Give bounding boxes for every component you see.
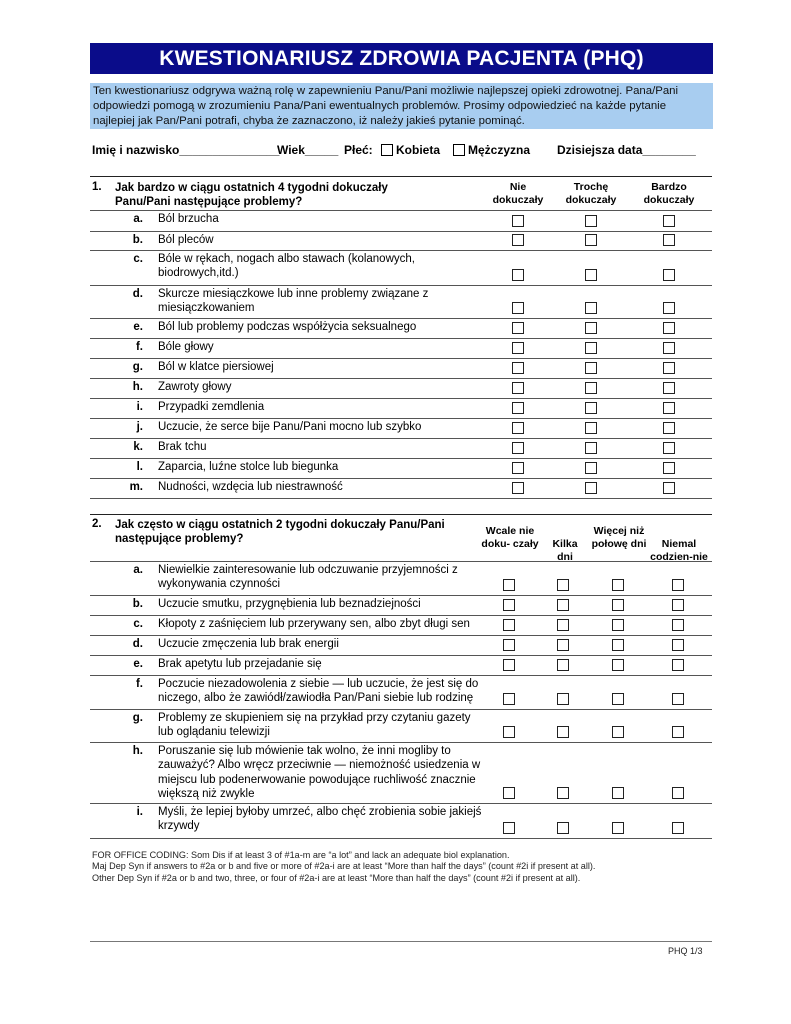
answer-checkbox[interactable] (663, 215, 675, 227)
name-field[interactable]: Imię i nazwisko_______________ (92, 143, 280, 157)
answer-checkbox[interactable] (672, 599, 684, 611)
answer-checkbox[interactable] (585, 482, 597, 494)
answer-checkbox[interactable] (503, 726, 515, 738)
answer-checkbox[interactable] (512, 342, 524, 354)
female-option[interactable] (381, 143, 440, 157)
answer-checkbox[interactable] (512, 362, 524, 374)
answer-checkbox[interactable] (663, 382, 675, 394)
office-coding-line: FOR OFFICE CODING: Som Dis if at least 3 of #1a-m are “a lot” and lack an adequate biol explanation. (92, 850, 510, 860)
answer-checkbox[interactable] (672, 693, 684, 705)
row-text: Zaparcia, luźne stolce lub biegunka (158, 461, 339, 473)
answer-checkbox[interactable] (512, 234, 524, 246)
answer-checkbox[interactable] (672, 659, 684, 671)
answer-checkbox[interactable] (512, 302, 524, 314)
row-divider (90, 635, 712, 636)
age-field[interactable]: Wiek_____ (277, 143, 339, 157)
answer-checkbox[interactable] (503, 619, 515, 631)
q2-col-header: Wcale nie doku- czały (481, 525, 539, 550)
row-text: Uczucie smutku, przygnębienia lub beznadziejności (158, 598, 421, 610)
row-letter: i. (136, 401, 143, 413)
row-divider (90, 838, 712, 839)
row-letter: d. (132, 288, 143, 300)
row-text: Przypadki zemdlenia (158, 401, 265, 413)
row-text: Ból pleców (158, 234, 214, 246)
row-letter: i. (136, 806, 143, 818)
answer-checkbox[interactable] (585, 402, 597, 414)
row-text: Zawroty głowy (158, 381, 232, 393)
q2-col-header: Niemal codzien-nie (650, 538, 708, 563)
answer-checkbox[interactable] (663, 302, 675, 314)
row-divider (90, 418, 712, 419)
answer-checkbox[interactable] (585, 422, 597, 434)
row-letter: h. (132, 745, 143, 757)
row-divider (90, 398, 712, 399)
row-letter: d. (132, 638, 143, 650)
row-letter: h. (132, 381, 143, 393)
row-letter: a. (133, 213, 143, 225)
answer-checkbox[interactable] (672, 787, 684, 799)
answer-checkbox[interactable] (557, 787, 569, 799)
row-letter: c. (133, 253, 143, 265)
answer-checkbox[interactable] (503, 579, 515, 591)
answer-checkbox[interactable] (557, 599, 569, 611)
answer-checkbox[interactable] (557, 693, 569, 705)
answer-checkbox[interactable] (612, 639, 624, 651)
office-coding-notes (92, 850, 722, 884)
answer-checkbox[interactable] (557, 579, 569, 591)
q2-col-header: Kilka dni (552, 538, 578, 563)
answer-checkbox[interactable] (585, 362, 597, 374)
answer-checkbox[interactable] (612, 822, 624, 834)
q1-col-header: Nie dokuczały (492, 181, 544, 206)
row-text: Uczucie zmęczenia lub brak energii (158, 638, 339, 650)
answer-checkbox[interactable] (612, 787, 624, 799)
answer-checkbox[interactable] (663, 442, 675, 454)
row-text: Ból brzucha (158, 213, 219, 225)
row-divider (90, 358, 712, 359)
answer-checkbox[interactable] (663, 462, 675, 474)
answer-checkbox[interactable] (612, 726, 624, 738)
row-text: Uczucie, że serce bije Panu/Pani mocno lub szybko (158, 421, 422, 433)
sex-label: Płeć: (344, 143, 373, 157)
answer-checkbox[interactable] (503, 787, 515, 799)
q2-col-header: Więcej niż połowę dni (591, 525, 647, 550)
row-letter: a. (133, 564, 143, 576)
row-letter: b. (132, 598, 143, 610)
answer-checkbox[interactable] (585, 442, 597, 454)
answer-checkbox[interactable] (557, 822, 569, 834)
patient-info-line (92, 143, 712, 161)
row-text: Brak apetytu lub przejadanie się (158, 658, 322, 670)
answer-checkbox[interactable] (557, 619, 569, 631)
row-letter: k. (133, 441, 143, 453)
row-letter: m. (129, 481, 143, 493)
row-letter: e. (133, 658, 143, 670)
answer-checkbox[interactable] (585, 342, 597, 354)
answer-checkbox[interactable] (585, 269, 597, 281)
row-divider (90, 318, 712, 319)
answer-checkbox[interactable] (512, 482, 524, 494)
row-divider (90, 742, 712, 743)
q1-col-header: Trochę dokuczały (565, 181, 617, 206)
answer-checkbox[interactable] (503, 693, 515, 705)
answer-checkbox[interactable] (612, 619, 624, 631)
answer-checkbox[interactable] (503, 639, 515, 651)
row-text: Kłopoty z zaśnięciem lub przerywany sen, albo zbyt długi sen (158, 618, 470, 630)
row-letter: c. (133, 618, 143, 630)
row-divider (90, 250, 712, 251)
answer-checkbox[interactable] (512, 422, 524, 434)
row-text: Ból lub problemy podczas współżycia seksualnego (158, 321, 417, 333)
answer-checkbox[interactable] (512, 322, 524, 334)
q2-question: Jak często w ciągu ostatnich 2 tygodni dokuczały Panu/Pani następujące problemy? (115, 519, 445, 545)
row-divider (90, 675, 712, 676)
answer-checkbox[interactable] (503, 822, 515, 834)
answer-checkbox[interactable] (672, 579, 684, 591)
row-divider (90, 231, 712, 232)
row-letter: e. (133, 321, 143, 333)
answer-checkbox[interactable] (585, 234, 597, 246)
row-text: Bóle w rękach, nogach albo stawach (kolanowych, biodrowych,itd.) (158, 253, 415, 280)
page-number: PHQ 1/3 (668, 946, 703, 956)
row-divider (90, 478, 712, 479)
row-text: Bóle głowy (158, 341, 214, 353)
row-letter: g. (132, 361, 143, 373)
answer-checkbox[interactable] (612, 599, 624, 611)
q1-col-header: Bardzo dokuczały (643, 181, 695, 206)
intro-text: Ten kwestionariusz odgrywa ważną rolę w zapewnieniu Panu/Pani możliwie najlepszej opieki zdrowotnej. Pana/Pani odpowiedzi pomogą w zrozumieniu Pana/Pani ewentualnych problemów. Prosimy odpowiedzieć na każde pytanie najlepiej jak Pan/Pani potrafi, chyba że zaznaczono, iż należy jakieś pytanie pominąć. (90, 83, 713, 129)
answer-checkbox[interactable] (612, 693, 624, 705)
answer-checkbox[interactable] (663, 322, 675, 334)
row-text: Problemy ze skupieniem się na przykład przy czytaniu gazety lub oglądaniu telewizji (158, 712, 471, 739)
q1-number: 1. (92, 181, 102, 193)
answer-checkbox[interactable] (585, 462, 597, 474)
answer-checkbox[interactable] (512, 215, 524, 227)
row-text: Skurcze miesiączkowe lub inne problemy związane z miesiączkowaniem (158, 288, 429, 315)
header-divider (90, 561, 712, 562)
male-label: Mężczyzna (468, 143, 531, 157)
q1-top-rule (90, 176, 712, 177)
answer-checkbox[interactable] (557, 659, 569, 671)
row-divider (90, 595, 712, 596)
row-divider (90, 803, 712, 804)
q2-top-rule (90, 514, 712, 515)
answer-checkbox[interactable] (557, 726, 569, 738)
answer-checkbox[interactable] (612, 659, 624, 671)
answer-checkbox[interactable] (503, 599, 515, 611)
answer-checkbox[interactable] (672, 619, 684, 631)
row-letter: f. (135, 678, 143, 690)
row-text: Brak tchu (158, 441, 207, 453)
row-letter: b. (132, 234, 143, 246)
answer-checkbox[interactable] (612, 579, 624, 591)
q2-number: 2. (92, 518, 102, 530)
row-text: Niewielkie zainteresowanie lub odczuwanie przyjemności z wykonywania czynności (158, 564, 458, 591)
answer-checkbox[interactable] (663, 422, 675, 434)
row-letter: f. (135, 341, 143, 353)
row-divider (90, 378, 712, 379)
row-letter: j. (136, 421, 143, 433)
row-divider (90, 709, 712, 710)
answer-checkbox[interactable] (512, 442, 524, 454)
answer-checkbox[interactable] (663, 342, 675, 354)
answer-checkbox[interactable] (585, 302, 597, 314)
answer-checkbox[interactable] (503, 659, 515, 671)
answer-checkbox[interactable] (663, 402, 675, 414)
footer-rule (90, 941, 712, 942)
answer-checkbox[interactable] (672, 822, 684, 834)
page-title: KWESTIONARIUSZ ZDROWIA PACJENTA (PHQ) (90, 43, 713, 74)
row-divider (90, 458, 712, 459)
row-text: Myśli, że lepiej byłoby umrzeć, albo chęć zrobienia sobie jakiejś krzywdy (158, 806, 482, 833)
answer-checkbox[interactable] (512, 269, 524, 281)
row-divider (90, 498, 712, 499)
row-text: Nudności, wzdęcia lub niestrawność (158, 481, 343, 493)
q1-question: Jak bardzo w ciągu ostatnich 4 tygodni dokuczały Panu/Pani następujące problemy? (115, 182, 388, 208)
female-label: Kobieta (396, 143, 441, 157)
answer-checkbox[interactable] (512, 462, 524, 474)
office-coding-line: Other Dep Syn if #2a or b and two, three, or four of #2a-i are at least “More than half the days” (count #2i if present at all). (92, 872, 581, 883)
answer-checkbox[interactable] (672, 639, 684, 651)
answer-checkbox[interactable] (512, 382, 524, 394)
answer-checkbox[interactable] (663, 362, 675, 374)
date-field[interactable]: Dzisiejsza data________ (557, 143, 696, 157)
answer-checkbox[interactable] (663, 482, 675, 494)
row-divider (90, 438, 712, 439)
header-divider (90, 210, 712, 211)
row-text: Poczucie niezadowolenia z siebie — lub uczucie, że jest się do niczego, albo że zawiódł/zawiodła Pan/Pani siebie lub rodzinę (158, 678, 479, 705)
answer-checkbox[interactable] (663, 269, 675, 281)
answer-checkbox[interactable] (512, 402, 524, 414)
answer-checkbox[interactable] (585, 382, 597, 394)
answer-checkbox[interactable] (557, 639, 569, 651)
row-divider (90, 338, 712, 339)
row-divider (90, 655, 712, 656)
row-divider (90, 285, 712, 286)
row-divider (90, 615, 712, 616)
office-coding-line: Maj Dep Syn if answers to #2a or b and five or more of #2a-i are at least “More than half the days” (count #2i if present at all). (92, 861, 596, 872)
row-text: Ból w klatce piersiowej (158, 361, 274, 373)
female-checkbox[interactable] (381, 144, 393, 156)
row-letter: g. (132, 712, 143, 724)
answer-checkbox[interactable] (585, 322, 597, 334)
answer-checkbox[interactable] (663, 234, 675, 246)
answer-checkbox[interactable] (585, 215, 597, 227)
male-checkbox[interactable] (453, 144, 465, 156)
male-option[interactable] (453, 143, 530, 157)
row-letter: l. (136, 461, 143, 473)
answer-checkbox[interactable] (672, 726, 684, 738)
row-text: Poruszanie się lub mówienie tak wolno, że inni mogliby to zauważyć? Albo wręcz przeciwnie — niemożność usiedzenia w miejscu lub podenerwowanie powodujące ruchliwość znacznie większą niż zwykle (158, 745, 481, 800)
